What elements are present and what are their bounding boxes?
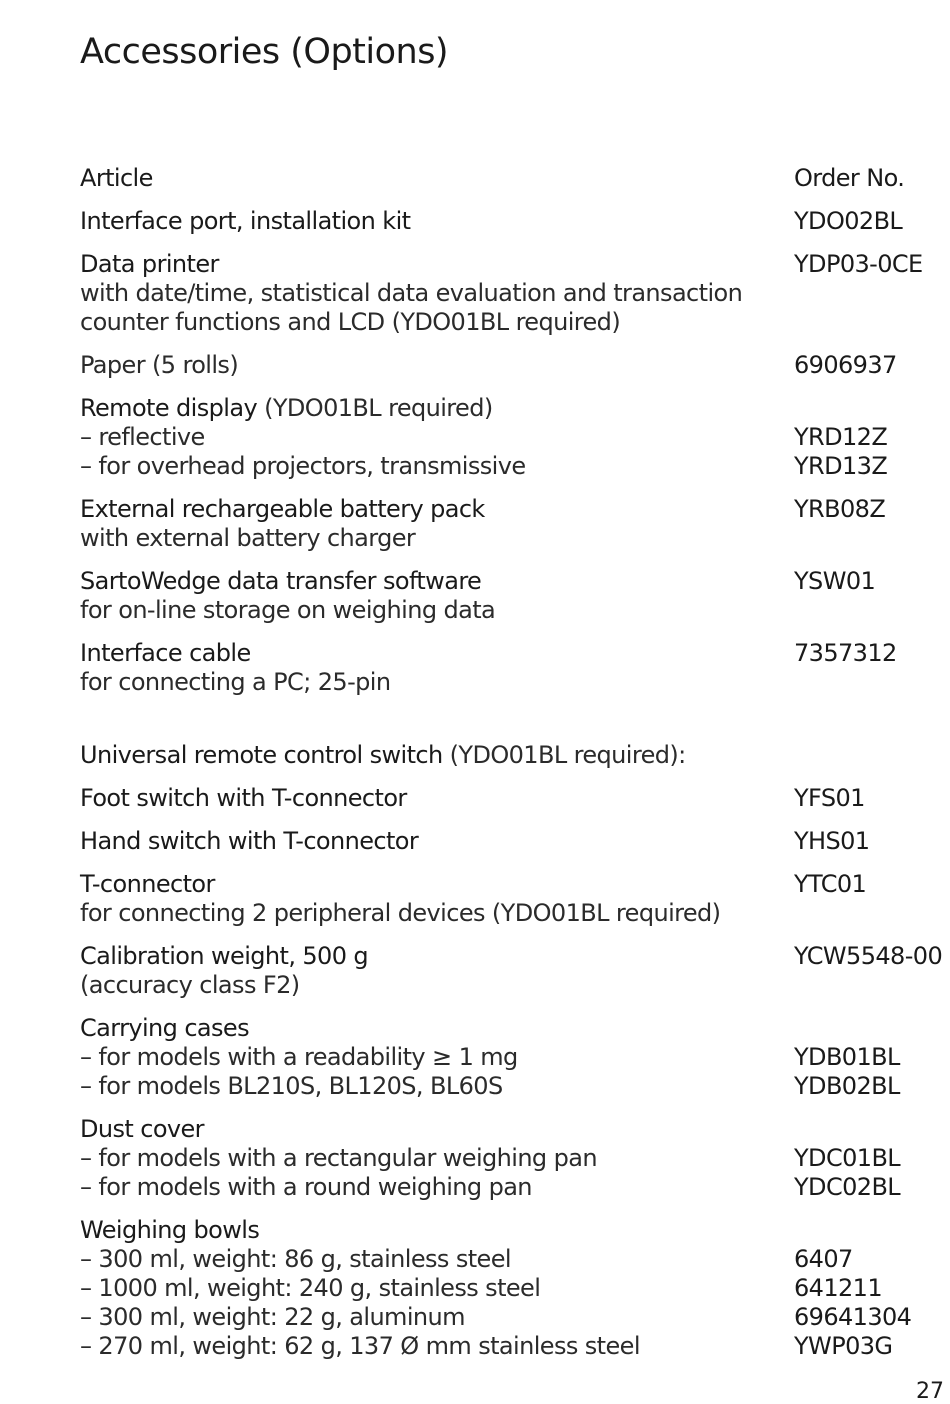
article-name-line xyxy=(80,495,794,524)
table-row xyxy=(80,942,950,1000)
article-name-line xyxy=(80,784,794,813)
article-name: Interface cable xyxy=(80,639,251,667)
article-detail: – for overhead projectors, transmissive xyxy=(80,452,526,480)
article-detail: with external battery charger xyxy=(80,524,416,552)
article-detail: (accuracy class F2) xyxy=(80,971,300,999)
article-cell xyxy=(80,784,794,813)
order-number: YFS01 xyxy=(794,784,865,812)
article-name: Hand switch with T-connector xyxy=(80,827,419,855)
order-number: YDC01BL xyxy=(794,1144,901,1172)
article-detail: for connecting 2 peripheral devices (YDO01BL required) xyxy=(80,899,721,927)
table-row xyxy=(80,250,950,337)
accessories-table xyxy=(80,164,950,1361)
article-name-line xyxy=(80,394,794,423)
order-number: YHS01 xyxy=(794,827,870,855)
table-row xyxy=(80,741,950,770)
table-row xyxy=(80,784,950,813)
order-number: 641211 xyxy=(794,1274,883,1302)
article-name: T-connector xyxy=(80,870,215,898)
order-number: YRB08Z xyxy=(794,495,886,523)
article-name-line xyxy=(80,207,794,236)
article-cell xyxy=(80,250,794,337)
article-detail: counter functions and LCD (YDO01BL required) xyxy=(80,308,621,336)
order-number-cell xyxy=(794,207,950,236)
article-cell xyxy=(80,567,794,625)
order-number-cell xyxy=(794,1115,950,1202)
order-number xyxy=(794,741,950,770)
table-row xyxy=(80,1216,950,1361)
article-name-line xyxy=(80,1115,794,1144)
article-note: Paper (5 rolls) xyxy=(80,351,239,379)
order-number: 7357312 xyxy=(794,639,897,667)
article-detail: for on-line storage on weighing data xyxy=(80,596,496,624)
article-detail: – for models with a round weighing pan xyxy=(80,1173,532,1201)
order-number-cell xyxy=(794,870,950,928)
order-number-cell xyxy=(794,1014,950,1101)
article-name-line xyxy=(80,250,794,279)
article-cell xyxy=(80,351,794,380)
order-number xyxy=(794,1216,950,1245)
article-cell xyxy=(80,741,794,770)
order-number-cell xyxy=(794,784,950,813)
order-number: YSW01 xyxy=(794,567,876,595)
article-cell xyxy=(80,207,794,236)
order-number-cell xyxy=(794,639,950,697)
table-row xyxy=(80,394,950,481)
article-name: Interface port, installation kit xyxy=(80,207,411,235)
article-detail: with date/time, statistical data evaluation and transaction xyxy=(80,279,743,307)
article-name-line xyxy=(80,639,794,668)
article-note: (YDO01BL required) xyxy=(257,394,493,422)
article-cell xyxy=(80,495,794,553)
table-row xyxy=(80,827,950,856)
order-number: YDO02BL xyxy=(794,207,903,235)
article-cell xyxy=(80,870,794,928)
order-number-cell xyxy=(794,495,950,553)
article-name-line xyxy=(80,567,794,596)
article-name: Carrying cases xyxy=(80,1014,249,1042)
order-number: YRD13Z xyxy=(794,452,888,480)
article-detail: – 1000 ml, weight: 240 g, stainless steel xyxy=(80,1274,541,1302)
article-detail: – reflective xyxy=(80,423,205,451)
article-name: Calibration weight, 500 g xyxy=(80,942,369,970)
order-number: YDC02BL xyxy=(794,1173,901,1201)
order-number: YWP03G xyxy=(794,1332,893,1360)
order-number-cell xyxy=(794,351,950,380)
article-detail: for connecting a PC; 25-pin xyxy=(80,668,391,696)
article-cell xyxy=(80,827,794,856)
order-number-cell xyxy=(794,1216,950,1361)
article-cell xyxy=(80,1115,794,1202)
article-name: Weighing bowls xyxy=(80,1216,260,1244)
article-cell xyxy=(80,639,794,697)
article-cell xyxy=(80,1014,794,1101)
order-number-cell xyxy=(794,394,950,481)
article-name-line xyxy=(80,741,794,770)
article-cell xyxy=(80,942,794,1000)
article-name: Remote display xyxy=(80,394,258,422)
order-number: 6407 xyxy=(794,1245,853,1273)
article-name-line xyxy=(80,870,794,899)
order-number: YTC01 xyxy=(794,870,867,898)
article-name-line xyxy=(80,1014,794,1043)
article-detail: – for models with a readability ≥ 1 mg xyxy=(80,1043,518,1071)
table-row xyxy=(80,207,950,236)
order-number: YRD12Z xyxy=(794,423,888,451)
order-number: YDB02BL xyxy=(794,1072,900,1100)
page-number: 27 xyxy=(916,1379,944,1404)
article-cell xyxy=(80,394,794,481)
accessory-rows xyxy=(80,207,950,1361)
article-name: Dust cover xyxy=(80,1115,204,1143)
order-number-cell xyxy=(794,741,950,770)
article-detail: – 300 ml, weight: 86 g, stainless steel xyxy=(80,1245,511,1273)
table-row xyxy=(80,351,950,380)
order-number: YCW5548-00 xyxy=(794,942,943,970)
article-name-line xyxy=(80,827,794,856)
order-number: YDB01BL xyxy=(794,1043,900,1071)
article-cell xyxy=(80,1216,794,1361)
table-row xyxy=(80,639,950,697)
order-number: 6906937 xyxy=(794,351,897,379)
article-note: (YDO01BL required): xyxy=(442,741,686,769)
table-row xyxy=(80,870,950,928)
order-number xyxy=(794,1014,950,1043)
article-name-line xyxy=(80,351,794,380)
order-number xyxy=(794,394,950,423)
order-number-cell xyxy=(794,567,950,625)
order-number xyxy=(794,1115,950,1144)
article-detail: – 300 ml, weight: 22 g, aluminum xyxy=(80,1303,465,1331)
article-name: Data printer xyxy=(80,250,219,278)
table-row xyxy=(80,495,950,553)
article-name: SartoWedge data transfer software xyxy=(80,567,482,595)
article-name: External rechargeable battery pack xyxy=(80,495,485,523)
table-row xyxy=(80,567,950,625)
order-number-cell xyxy=(794,250,950,337)
table-row xyxy=(80,1014,950,1101)
article-name-line xyxy=(80,1216,794,1245)
article-name-line xyxy=(80,942,794,971)
article-detail: – 270 ml, weight: 62 g, 137 Ø mm stainless steel xyxy=(80,1332,640,1360)
order-number-header: Order No. xyxy=(794,164,905,192)
table-header-row xyxy=(80,164,950,193)
order-number-cell xyxy=(794,942,950,1000)
article-name: Universal remote control switch xyxy=(80,741,443,769)
page-title: Accessories (Options) xyxy=(80,32,449,72)
article-header: Article xyxy=(80,164,153,192)
article-detail: – for models BL210S, BL120S, BL60S xyxy=(80,1072,503,1100)
article-name: Foot switch with T-connector xyxy=(80,784,407,812)
article-detail: – for models with a rectangular weighing pan xyxy=(80,1144,597,1172)
order-number-cell xyxy=(794,827,950,856)
order-number: 69641304 xyxy=(794,1303,912,1331)
table-row xyxy=(80,1115,950,1202)
order-number: YDP03-0CE xyxy=(794,250,923,278)
